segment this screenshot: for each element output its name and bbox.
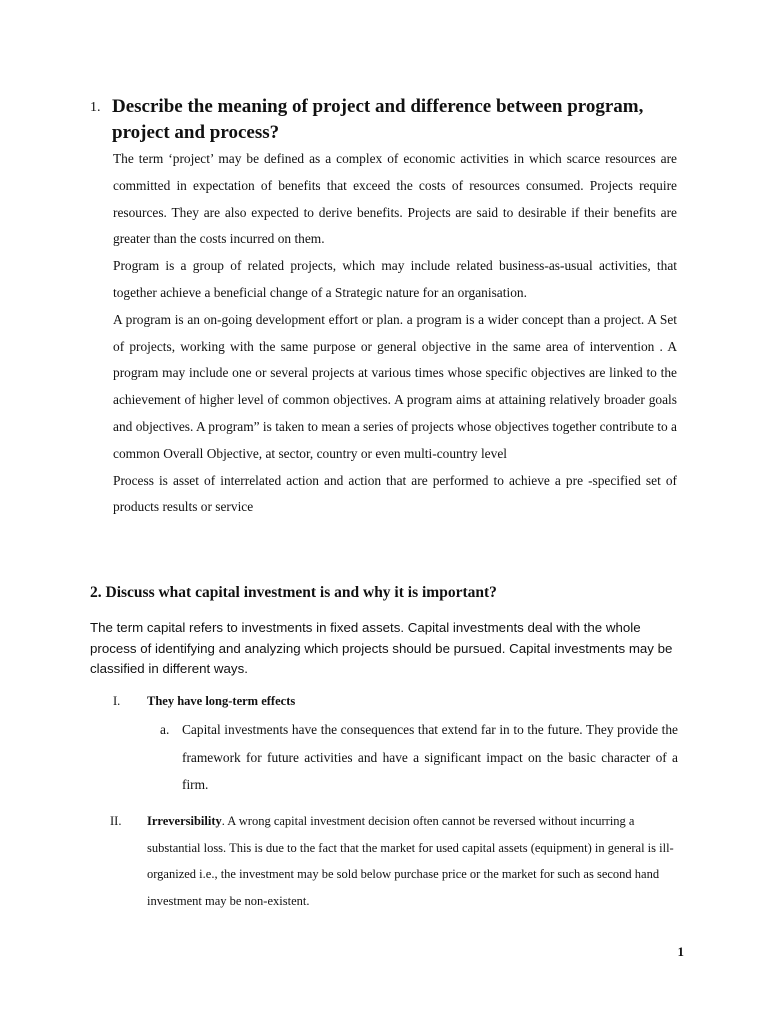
question-1-number: 1. — [90, 100, 101, 115]
list-item-ii-numeral: II. — [110, 814, 122, 828]
question-1-section — [90, 94, 690, 521]
paragraph-program-details: A program is an on-going development effort or plan. a program is a wider concept than a project. A Set of projects, working with the same purpose or general objective in the same area of intervention . A program may include one or several projects at various times whose specific objectives are linked to the achievement of higher level of common objectives. A program aims at attaining relatively broader goals and objectives. A program” is taken to mean a series of projects whose objectives together contribute to a common Overall Objective, at sector, country or even multi-country level — [113, 311, 677, 461]
list-item-i-numeral: I. — [113, 694, 121, 708]
sub-item-a-text: Capital investments have the consequences that extend far in to the future. They provide the framework for future activities and have a significant impact on the basic character of a firm. — [182, 722, 678, 792]
sub-item-a — [160, 716, 678, 799]
question-2-intro: The term capital refers to investments in fixed assets. Capital investments deal with the whole process of identifying and analyzing which projects should be pursued. Capital investments may be classified in different ways. — [90, 620, 673, 676]
paragraph-program-definition: Program is a group of related projects, which may include related business-as-usual activities, that together achieve a beneficial change of a Strategic nature for an organisation. — [113, 258, 677, 300]
question-1-title: Describe the meaning of project and difference between program, project and process? — [112, 96, 644, 143]
list-item-ii — [110, 808, 680, 914]
question-1-heading — [90, 94, 690, 146]
list-item-ii-body: . A wrong capital investment decision often cannot be reversed without incurring a substantial loss. This is due to the fact that the market for used capital assets (equipment) in general is ill-organized i.e., the investment may be sold below purchase price or the market for such as second hand investment may be non-existent. — [147, 814, 674, 908]
question-1-answer — [113, 146, 677, 521]
paragraph-project-definition: The term ‘project’ may be defined as a complex of economic activities in which scarce resources are committed in expectation of benefits that exceed the costs of resources consumed. Projects require resources. They are also expected to derive benefits. Projects are said to desirable if their benefits are greater than the costs incurred on them. — [113, 151, 677, 247]
list-item-ii-heading: Irreversibility — [147, 814, 222, 828]
list-item-i-heading: They have long-term effects — [147, 694, 296, 708]
sub-item-a-letter: a. — [160, 722, 170, 737]
page-number: 1 — [677, 944, 684, 959]
list-item-ii-text — [147, 808, 678, 914]
paragraph-process-definition: Process is asset of interrelated action and action that are performed to achieve a pre -specified set of products results or service — [113, 472, 677, 515]
list-item-i — [113, 692, 673, 710]
question-2-title: 2. Discuss what capital investment is and why it is important? — [90, 584, 497, 601]
